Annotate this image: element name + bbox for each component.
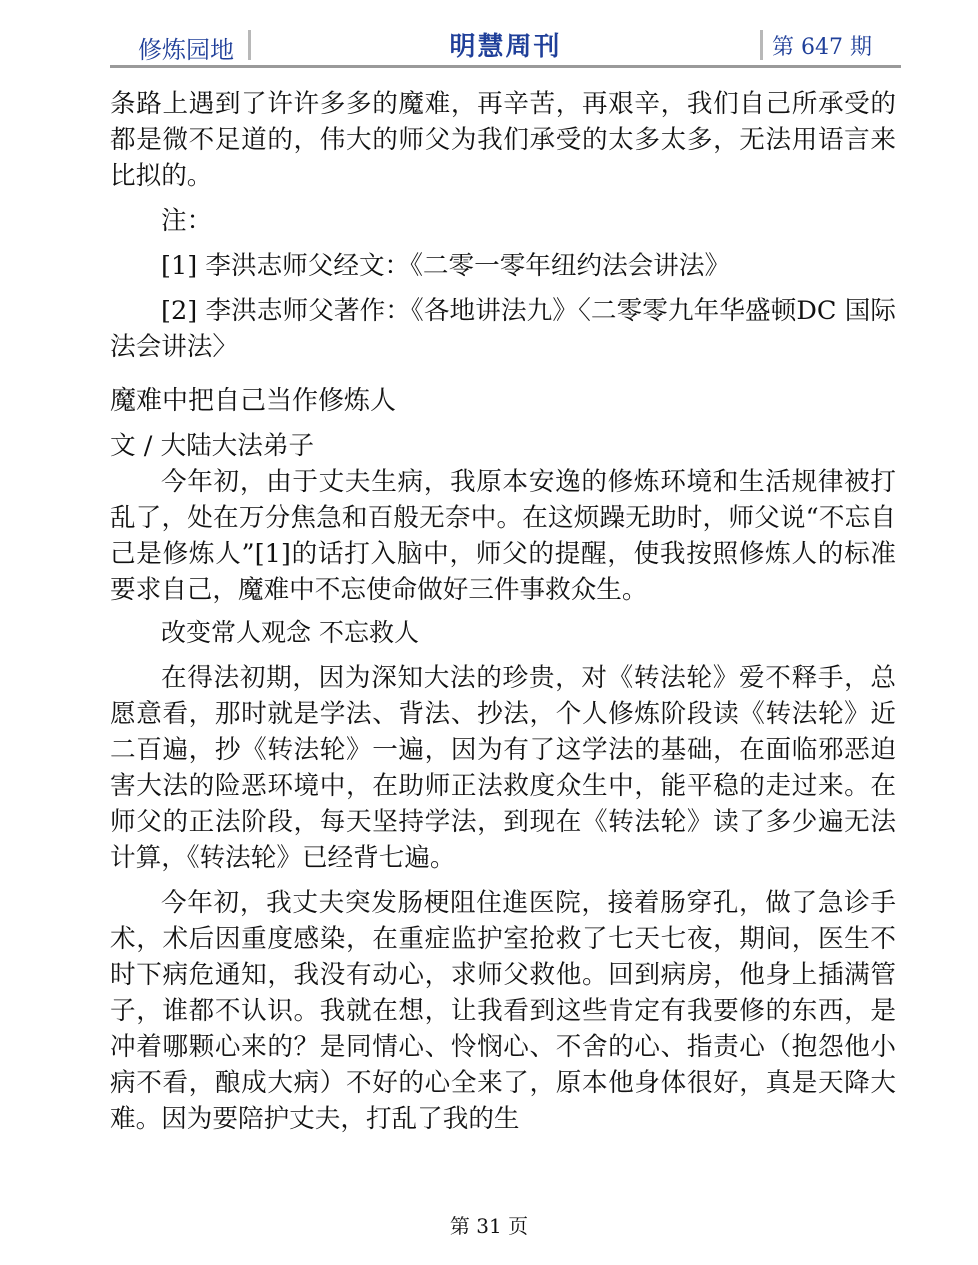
issue-number: 第 647 期	[772, 35, 872, 60]
page-header	[110, 26, 901, 66]
header-divider-right	[760, 30, 763, 60]
page-number: 第 31 页	[449, 1214, 529, 1238]
paragraph-continued: 条路上遇到了许许多多的魔难，再辛苦，再艰辛，我们自己所承受的都是微不足道的，伟大的师父为我们承受的太多太多，无法用语言来比拟的。	[110, 89, 896, 191]
paragraph-illness: 今年初，我丈夫突发肠梗阻住進医院，接着肠穿孔，做了急诊手术，术后因重度感染，在重症监护室抢救了七天七夜，期间，医生不时下病危通知，我没有动心，求师父救他。回到病房，他身上插满管子，谁都不认识。我就在想，让我看到这些肯定有我要修的东西，是冲着哪颗心来的？是同情心、怜悯心、不舍的心、指责心（抱怨他小病不看，酿成大病）不好的心全来了，原本他身体很好，真是天降大难。因为要陪护丈夫，打乱了我的生	[110, 888, 896, 1134]
paragraph-study: 在得法初期，因为深知大法的珍贵，对《转法轮》爱不释手，总愿意看，那时就是学法、背法、抄法，个人修炼阶段读《转法轮》近二百遍，抄《转法轮》一遍，因为有了这学法的基础，在面临邪恶迫害大法的险恶环境中，在助师正法救度众生中，能平稳的走过来。在师父的正法阶段，每天坚持学法，到现在《转法轮》读了多少遍无法计算，《转法轮》已经背七遍。	[110, 663, 896, 873]
note-1: [1] 李洪志师父经文：《二零一零年纽约法会讲法》	[161, 251, 731, 281]
publication-title: 明慧周刊	[449, 32, 562, 62]
section-name: 修炼园地	[138, 36, 234, 64]
paragraph-intro: 今年初，由于丈夫生病，我原本安逸的修炼环境和生活规律被打乱了，处在万分焦急和百般无奈中。在这烦躁无助时，师父说“不忘自己是修炼人”[1]的话打入脑中，师父的提醒，使我按照修炼人的标准要求自己，魔难中不忘使命做好三件事救众生。	[110, 467, 896, 605]
article-body	[110, 86, 896, 1137]
notes-label: 注：	[161, 206, 213, 236]
header-rule	[110, 65, 901, 68]
article-author: 文 / 大陆大法弟子	[110, 431, 315, 461]
article-title: 魔难中把自己当作修炼人	[110, 386, 397, 416]
note-2: [2] 李洪志师父著作：《各地讲法九》〈二零零九年华盛顿DC 国际法会讲法〉	[110, 296, 896, 362]
section-subheading: 改变常人观念 不忘救人	[161, 618, 419, 647]
